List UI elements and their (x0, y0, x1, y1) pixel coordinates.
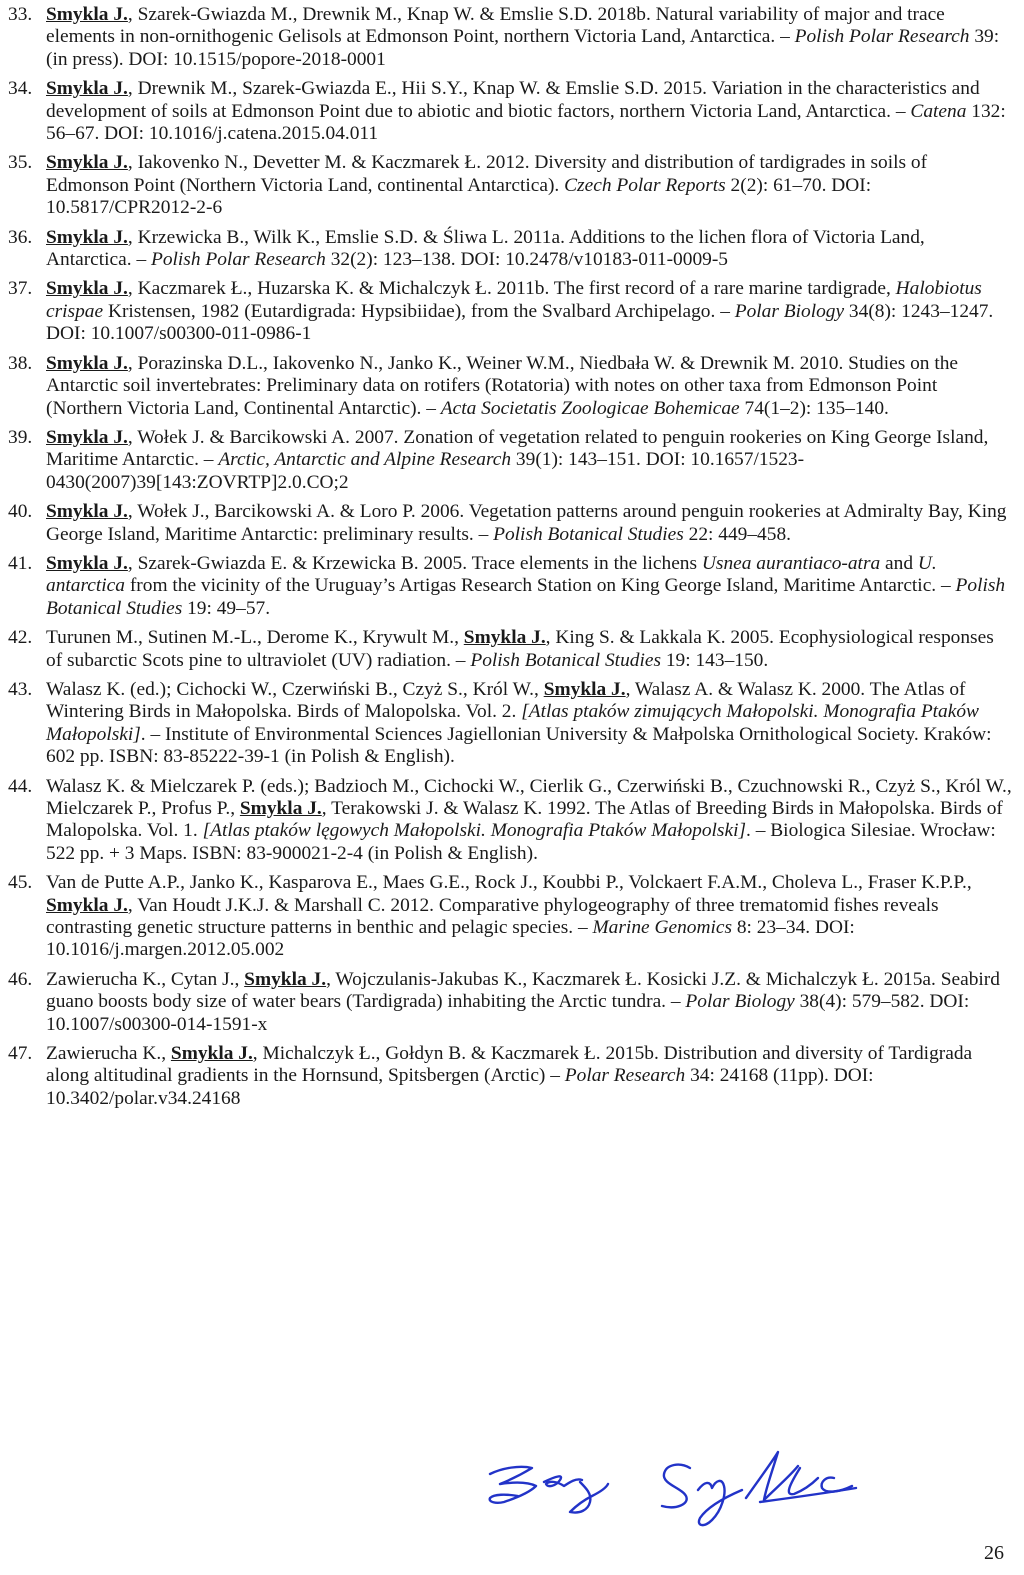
reference-number: 36. (8, 226, 33, 248)
author-highlight: Smykla J. (46, 78, 128, 100)
reference-number: 41. (8, 552, 33, 574)
reference-text: , Kaczmarek Ł., Huzarska K. & Michalczyk Ł. 2011b. The first record of a rare marine tardigrade, (127, 278, 896, 300)
reference-text: . – Institute of Environmental Sciences Jagiellonian University & Małpolska Ornithological Society. Kraków: 602 pp. ISBN: 83-85222-39-1 (in Polish & English). (46, 723, 992, 768)
reference-text: , Wołek J., Barcikowski A. & Loro P. 2006. Vegetation patterns around penguin rookeries at Admiralty Bay, King George Island, Maritime Antarctic: preliminary results. – (46, 501, 1007, 545)
reference-text: Turunen M., Sutinen M.-L., Derome K., Krywult M., (46, 627, 464, 649)
italic-title: Polish Polar Research (794, 26, 970, 48)
author-highlight: Smykla J. (244, 968, 327, 990)
reference-text: 38(4): 579–582. DOI: 10.1007/s00300-014-1591-x (46, 991, 970, 1035)
reference-text: . – Biologica Silesiae. Wrocław: 522 pp. + 3 Maps. ISBN: 83-900021-2-4 (in Polish & English). (46, 820, 996, 864)
reference-text: 32(2): 123–138. DOI: 10.2478/v10183-011-0009-5 (325, 249, 728, 271)
reference-number: 38. (8, 352, 33, 374)
reference-item (8, 152, 1012, 219)
reference-text: 34: 24168 (11pp). DOI: 10.3402/polar.v34.24168 (46, 1065, 874, 1109)
reference-text: 34(8): 1243–1247. DOI: 10.1007/s00300-011-0986-1 (46, 300, 994, 345)
reference-text: 2(2): 61–70. DOI: 10.5817/CPR2012-2-6 (46, 174, 872, 219)
reference-text: 8: 23–34. DOI: 10.1016/j.margen.2012.05.002 (46, 917, 855, 961)
reference-text: , King S. & Lakkala K. 2005. Ecophysiological responses of subarctic Scots pine to ultraviolet (UV) radiation. – (46, 627, 994, 671)
italic-title: Usnea aurantiaco-atra (701, 552, 881, 574)
author-highlight: Smykla J. (543, 678, 626, 700)
italic-title: Acta Societatis Zoologicae Bohemicae (440, 397, 740, 419)
author-highlight: Smykla J. (46, 552, 128, 574)
reference-text: Zawierucha K., Cytan J., (46, 968, 245, 990)
reference-text: , Krzewicka B., Wilk K., Emslie S.D. & Śliwa L. 2011a. Additions to the lichen flora of Victoria Land, Antarctica. – (46, 226, 925, 271)
reference-item (8, 872, 1012, 962)
reference-text: 74(1–2): 135–140. (739, 397, 889, 419)
reference-item (8, 78, 1012, 145)
italic-title: Arctic, Antarctic and Alpine Research (218, 449, 512, 471)
reference-number: 46. (8, 968, 33, 990)
reference-text: Walasz K. & Mielczarek P. (eds.); Badzioch M., Cichocki W., Cierlik G., Czerwiński B., Czuchnowski R., Czyż S., Król W., Mielczarek P., Profus P., (46, 775, 1012, 819)
author-highlight: Smykla J. (46, 426, 128, 448)
reference-text: , Michalczyk Ł., Gołdyn B. & Kaczmarek Ł. 2015b. Distribution and diversity of Tardigrada along altitudinal gradients in the Hornsund, Spitsbergen (Arctic) – (46, 1043, 973, 1087)
reference-item (8, 227, 1012, 272)
italic-title: [Atlas ptaków zimujących Małopolski. Monografia Ptaków Małopolski] (46, 701, 979, 745)
reference-number: 39. (8, 426, 33, 448)
author-highlight: Smykla J. (46, 278, 128, 300)
italic-title: Polar Biology (685, 991, 795, 1013)
reference-item (8, 553, 1012, 620)
reference-text: , Drewnik M., Szarek-Gwiazda E., Hii S.Y., Knap W. & Emslie S.D. 2015. Variation in the characteristics and development of soils at Edmonson Point due to abiotic and biotic factors, northern Victoria Land, Antarctica. – (46, 78, 980, 122)
reference-number: 34. (8, 78, 33, 100)
reference-item (8, 427, 1012, 494)
author-highlight: Smykla J. (46, 226, 128, 248)
reference-text: Van de Putte A.P., Janko K., Kasparova E., Maes G.E., Rock J., Koubbi P., Volckaert F.A.M., Choleva L., Fraser K.P.P., (46, 872, 972, 894)
author-highlight: Smykla J. (239, 798, 322, 819)
italic-title: Catena (910, 100, 967, 122)
reference-text: , Wojczulanis-Jakubas K., Kaczmarek Ł. Kosicki J.Z. & Michalczyk Ł. 2015a. Seabird guano boosts body size of water bears (Tardigrada) inhabiting the Arctic tundra. – (46, 968, 1000, 1013)
reference-text: 39(1): 143–151. DOI: 10.1657/1523-0430(2007)39[143:ZOVRTP]2.0.CO;2 (46, 449, 805, 493)
reference-number: 45. (8, 872, 33, 894)
reference-number: 47. (8, 1043, 33, 1065)
italic-title: Polish Botanical Studies (493, 523, 684, 545)
reference-item (8, 353, 1012, 420)
italic-title: U. antarctica (46, 552, 937, 597)
reference-text: , Szarek-Gwiazda E. & Krzewicka B. 2005. Trace elements in the lichens (127, 552, 702, 574)
italic-title: Polish Polar Research (150, 249, 326, 271)
author-highlight: Smykla J. (46, 501, 128, 523)
reference-item (8, 679, 1012, 769)
reference-item (8, 969, 1012, 1036)
reference-text: , Szarek-Gwiazda M., Drewnik M., Knap W. & Emslie S.D. 2018b. Natural variability of major and trace elements in non-ornithogenic Gelisols at Edmonson Point, northern Victoria Land, Antarctica. – (46, 4, 945, 48)
signature-drawing (460, 1438, 900, 1538)
reference-text: , Walasz A. & Walasz K. 2000. The Atlas of Wintering Birds in Małopolska. Birds of Malopolska. Vol. 2. (46, 678, 966, 723)
reference-text: from the vicinity of the Uruguay’s Artigas Research Station on King George Island, Maritime Antarctic. – (124, 575, 956, 597)
italic-title: Polish Botanical Studies (46, 575, 1006, 619)
reference-text: Kristensen, 1982 (Eutardigrada: Hypsibiidae), from the Svalbard Archipelago. – (103, 300, 735, 322)
author-highlight: Smykla J. (46, 352, 128, 374)
page-number: 26 (984, 1542, 1004, 1564)
reference-number: 42. (8, 627, 33, 649)
reference-list (8, 4, 1012, 1117)
reference-number: 35. (8, 152, 33, 174)
reference-text: , Iakovenko N., Devetter M. & Kaczmarek Ł. 2012. Diversity and distribution of tardigrades in soils of Edmonson Point (Northern Victoria Land, continental Antarctica). (46, 152, 928, 196)
reference-number: 44. (8, 775, 33, 797)
reference-number: 37. (8, 278, 33, 300)
italic-title: Polish Botanical Studies (470, 649, 662, 671)
reference-text: , Van Houdt J.K.J. & Marshall C. 2012. Comparative phylogeography of three trematomid fishes reveals contrasting genetic structure patterns in benthic and pelagic species. – (46, 894, 939, 939)
author-highlight: Smykla J. (46, 4, 128, 25)
reference-item (8, 1043, 1012, 1110)
reference-text: 19: 143–150. (661, 649, 769, 671)
reference-text: , Porazinska D.L., Iakovenko N., Janko K., Weiner W.M., Niedbała W. & Drewnik M. 2010. Studies on the Antarctic soil invertebrates: Preliminary data on rotifers (Rotatoria) with notes on other taxa from Edmonson Point (Northern Victoria Land, Continental Antarctic). – (46, 352, 959, 419)
handwritten-signature (460, 1438, 900, 1538)
italic-title: Polar Biology (734, 300, 845, 322)
reference-item (8, 776, 1012, 866)
reference-number: 40. (8, 501, 33, 523)
reference-number: 43. (8, 678, 33, 700)
author-highlight: Smykla J. (46, 152, 128, 174)
author-highlight: Smykla J. (170, 1043, 253, 1065)
reference-item (8, 278, 1012, 345)
reference-text: and (880, 552, 918, 574)
reference-item (8, 501, 1012, 546)
reference-text: Zawierucha K., (46, 1043, 171, 1065)
reference-text: 39: (in press). DOI: 10.1515/popore-2018-0001 (46, 26, 1000, 70)
reference-text: , Wołek J. & Barcikowski A. 2007. Zonation of vegetation related to penguin rookeries on King George Island, Maritime Antarctic. – (46, 426, 989, 471)
author-highlight: Smykla J. (46, 894, 128, 916)
reference-text: 19: 49–57. (182, 597, 271, 619)
italic-title: Halobiotus crispae (46, 278, 982, 322)
reference-number: 33. (8, 4, 33, 25)
italic-title: Czech Polar Reports (564, 174, 726, 196)
reference-text: 132: 56–67. DOI: 10.1016/j.catena.2015.04.011 (46, 100, 1006, 145)
reference-item (8, 627, 1012, 672)
italic-title: Marine Genomics (592, 917, 733, 939)
reference-item (8, 4, 1012, 71)
reference-text: , Terakowski J. & Walasz K. 1992. The Atlas of Breeding Birds in Małopolska. Birds of Malopolska. Vol. 1. (46, 798, 1003, 842)
author-highlight: Smykla J. (463, 627, 546, 649)
reference-text: 22: 449–458. (683, 523, 791, 545)
italic-title: [Atlas ptaków lęgowych Małopolski. Monografia Ptaków Małopolski] (202, 820, 747, 842)
reference-text: Walasz K. (ed.); Cichocki W., Czerwiński B., Czyż S., Król W., (46, 678, 544, 700)
italic-title: Polar Research (564, 1065, 686, 1087)
